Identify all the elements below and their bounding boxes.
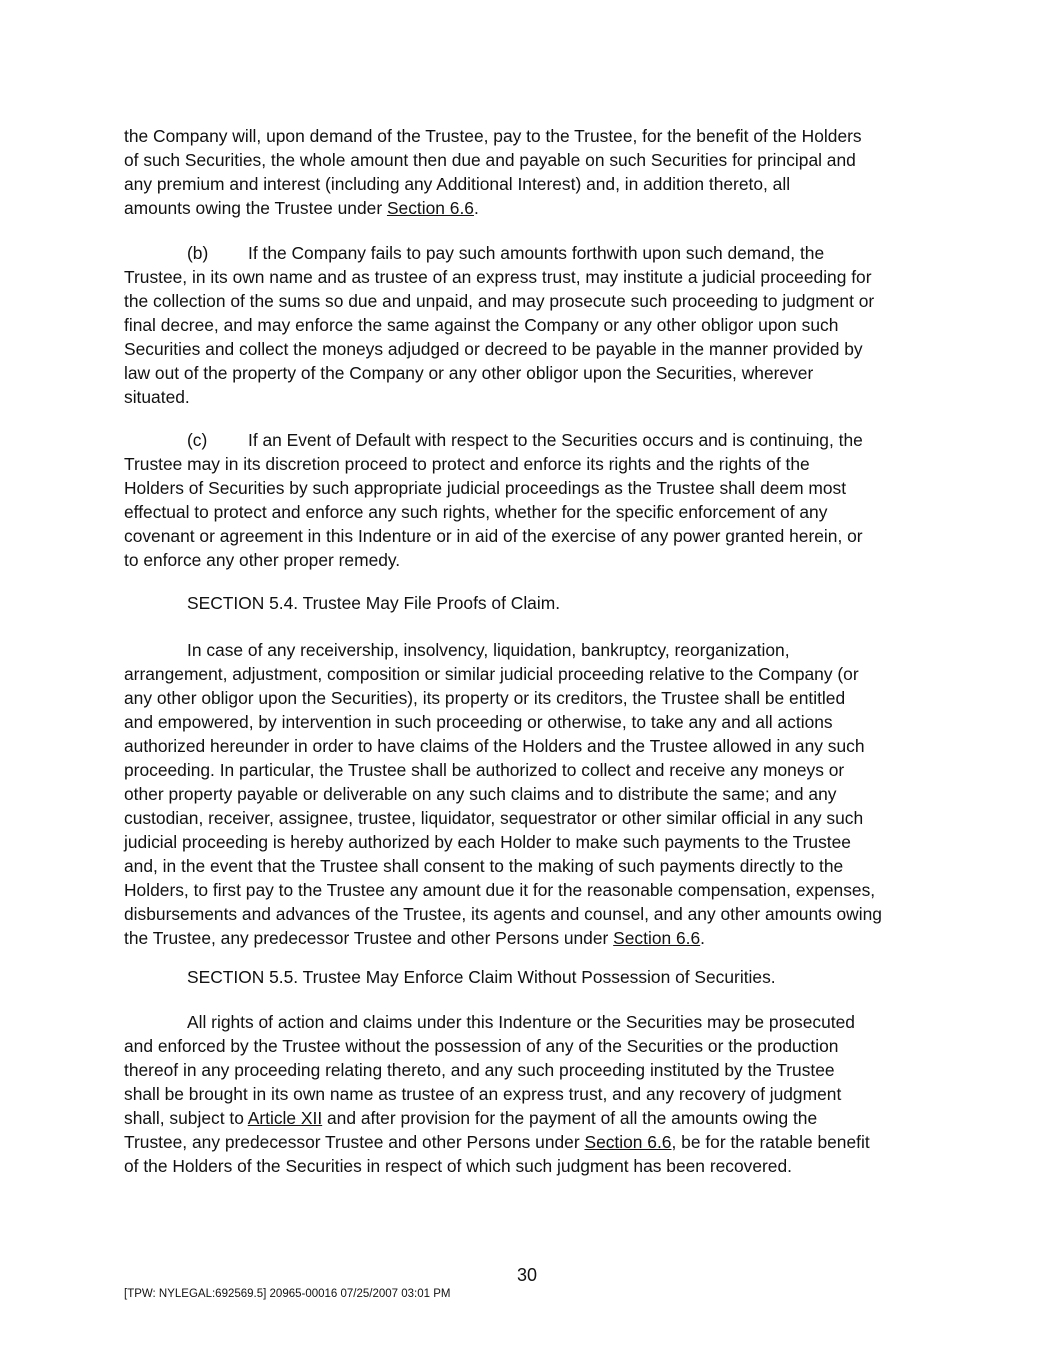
text-segment: Trustee may in its discretion proceed to protect and enforce its rights and the rights of the xyxy=(124,454,810,474)
text-line xyxy=(124,686,882,710)
text-line xyxy=(124,1154,870,1178)
text-segment: of such Securities, the whole amount then due and payable on such Securities for principal and xyxy=(124,150,856,170)
text-line xyxy=(124,148,862,172)
section-heading xyxy=(124,965,776,989)
text-line xyxy=(124,124,862,148)
text-line xyxy=(124,241,874,265)
text-segment: the Trustee, any predecessor Trustee and other Persons under xyxy=(124,928,614,948)
text-segment: shall, subject to xyxy=(124,1108,248,1128)
text-segment: thereof in any proceeding relating thereto, and any such proceeding instituted by the Trustee xyxy=(124,1060,835,1080)
paragraph-label: (c) xyxy=(187,430,208,450)
text-line xyxy=(124,638,882,662)
text-line xyxy=(124,500,863,524)
text-segment: Holders, to first pay to the Trustee any amount due it for the reasonable compensation, expenses, xyxy=(124,880,876,900)
text-line xyxy=(124,1130,870,1154)
text-line xyxy=(124,878,882,902)
text-line xyxy=(124,265,874,289)
text-segment: Holders of Securities by such appropriate judicial proceedings as the Trustee shall deem most xyxy=(124,478,847,498)
text-segment: disbursements and advances of the Trustee, its agents and counsel, and any other amounts owing xyxy=(124,904,882,924)
text-line xyxy=(124,476,863,500)
text-line xyxy=(124,1010,870,1034)
text-line xyxy=(124,313,874,337)
text-segment: final decree, and may enforce the same against the Company or any other obligor upon such xyxy=(124,315,839,335)
text-line xyxy=(124,1058,870,1082)
paragraph-label: (b) xyxy=(187,243,209,263)
text-segment: effectual to protect and enforce any such rights, whether for the specific enforcement of any xyxy=(124,502,828,522)
text-line xyxy=(124,830,882,854)
text-line xyxy=(124,337,874,361)
document-footer: [TPW: NYLEGAL:692569.5] 20965-00016 07/25/2007 03:01 PM xyxy=(124,1288,451,1300)
text-line xyxy=(124,662,882,686)
text-segment: the Company will, upon demand of the Trustee, pay to the Trustee, for the benefit of the Holders xyxy=(124,126,862,146)
text-line xyxy=(124,361,874,385)
text-segment: , be for the ratable benefit xyxy=(671,1132,870,1152)
text-segment: and enforced by the Trustee without the possession of any of the Securities or the production xyxy=(124,1036,839,1056)
text-segment: amounts owing the Trustee under xyxy=(124,198,387,218)
text-segment: judicial proceeding is hereby authorized by each Holder to make such payments to the Trustee xyxy=(124,832,851,852)
text-line xyxy=(124,806,882,830)
paragraph xyxy=(124,124,862,220)
text-segment: any other obligor upon the Securities), its property or its creditors, the Trustee shall be entitled xyxy=(124,688,846,708)
text-line xyxy=(124,782,882,806)
text-segment: In case of any receivership, insolvency, liquidation, bankruptcy, reorganization, xyxy=(187,640,790,660)
text-line xyxy=(124,591,560,615)
paragraph xyxy=(124,638,882,950)
text-segment: other property payable or deliverable on any such claims and to distribute the same; and any xyxy=(124,784,837,804)
cross-reference-link[interactable]: Article XII xyxy=(247,1108,323,1128)
section-heading xyxy=(124,591,560,615)
text-segment: If the Company fails to pay such amounts forthwith upon such demand, the xyxy=(248,243,825,263)
text-line xyxy=(124,902,882,926)
cross-reference-link[interactable]: Section 6.6 xyxy=(584,1132,672,1152)
cross-reference-link[interactable]: Section 6.6 xyxy=(386,198,474,218)
paragraph xyxy=(124,241,874,409)
text-segment: to enforce any other proper remedy. xyxy=(124,550,401,570)
text-segment: SECTION 5.5. Trustee May Enforce Claim Without Possession of Securities. xyxy=(187,967,776,987)
text-line xyxy=(124,710,882,734)
text-line xyxy=(124,926,882,950)
text-segment: any premium and interest (including any Additional Interest) and, in addition thereto, all xyxy=(124,174,791,194)
text-segment: authorized hereunder in order to have claims of the Holders and the Trustee allowed in any such xyxy=(124,736,865,756)
cross-reference-link[interactable]: Section 6.6 xyxy=(613,928,701,948)
paragraph xyxy=(124,1010,870,1178)
text-segment: . xyxy=(700,928,706,948)
text-segment: Securities and collect the moneys adjudged or decreed to be payable in the manner provided by xyxy=(124,339,863,359)
text-line xyxy=(124,452,863,476)
text-segment: custodian, receiver, assignee, trustee, liquidator, sequestrator or other similar official in any such xyxy=(124,808,864,828)
text-segment: and, in the event that the Trustee shall consent to the making of such payments directly to the xyxy=(124,856,844,876)
text-line xyxy=(124,1082,870,1106)
text-segment: proceeding. In particular, the Trustee shall be authorized to collect and receive any moneys or xyxy=(124,760,845,780)
text-line xyxy=(124,172,862,196)
text-segment: Trustee, in its own name and as trustee of an express trust, may institute a judicial proceeding for xyxy=(124,267,872,287)
text-segment: SECTION 5.4. Trustee May File Proofs of Claim. xyxy=(187,593,561,613)
text-segment: the collection of the sums so due and unpaid, and may prosecute such proceeding to judgment or xyxy=(124,291,875,311)
text-segment: . xyxy=(473,198,479,218)
text-segment: situated. xyxy=(124,387,190,407)
text-line xyxy=(124,196,862,220)
page-number: 30 xyxy=(517,1265,538,1285)
text-line xyxy=(124,524,863,548)
text-line xyxy=(124,385,874,409)
text-segment: and empowered, by intervention in such proceeding or otherwise, to take any and all actions xyxy=(124,712,833,732)
text-line xyxy=(124,758,882,782)
text-line xyxy=(124,1106,870,1130)
text-line xyxy=(124,548,863,572)
text-segment: If an Event of Default with respect to the Securities occurs and is continuing, the xyxy=(248,430,863,450)
text-line xyxy=(124,1034,870,1058)
text-segment: All rights of action and claims under this Indenture or the Securities may be prosecuted xyxy=(187,1012,855,1032)
text-segment: law out of the property of the Company or any other obligor upon the Securities, wherever xyxy=(124,363,814,383)
text-segment: and after provision for the payment of all the amounts owing the xyxy=(322,1108,818,1128)
text-segment: shall be brought in its own name as trustee of an express trust, and any recovery of judgment xyxy=(124,1084,842,1104)
text-line xyxy=(124,734,882,758)
text-segment: covenant or agreement in this Indenture or in aid of the exercise of any power granted herein, or xyxy=(124,526,863,546)
text-segment: Trustee, any predecessor Trustee and other Persons under xyxy=(124,1132,585,1152)
text-line xyxy=(124,854,882,878)
text-segment: of the Holders of the Securities in respect of which such judgment has been recovered. xyxy=(124,1156,792,1176)
text-line xyxy=(124,289,874,313)
text-line xyxy=(124,965,776,989)
paragraph xyxy=(124,428,863,572)
text-line xyxy=(124,428,863,452)
text-segment: arrangement, adjustment, composition or similar judicial proceeding relative to the Company (or xyxy=(124,664,859,684)
